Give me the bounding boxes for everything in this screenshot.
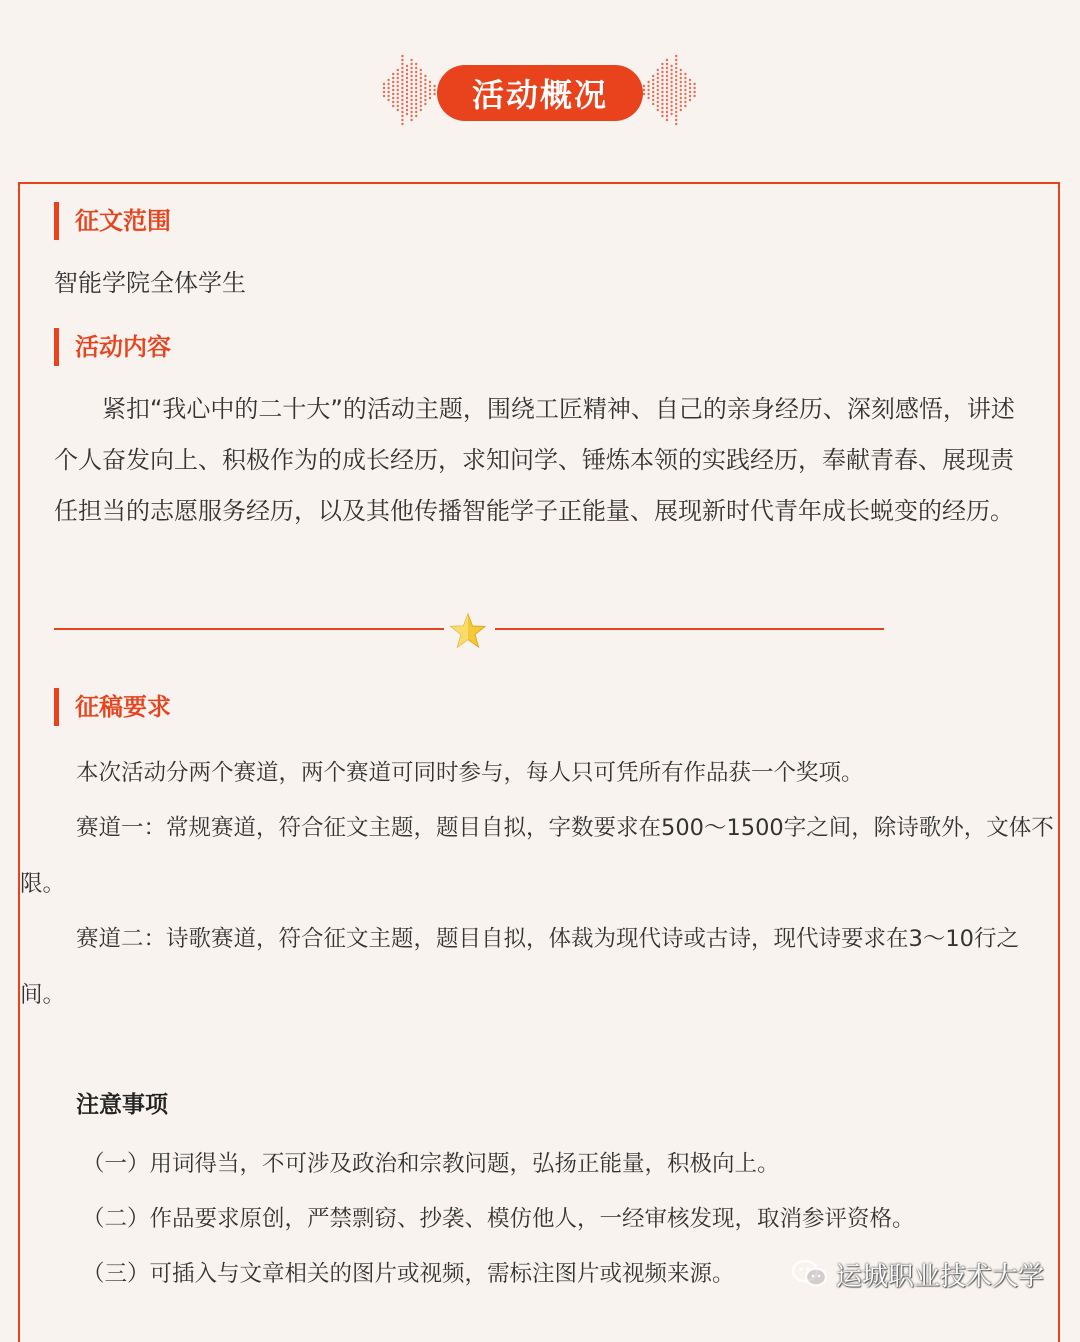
sound-wave-dot	[420, 97, 422, 99]
sound-wave-dot	[415, 87, 417, 89]
sound-wave-dot	[675, 119, 677, 121]
sound-wave-dot	[657, 77, 659, 79]
sound-wave-dot	[661, 103, 663, 105]
sound-wave-dot	[675, 111, 677, 113]
sound-wave-dot	[410, 83, 412, 85]
sound-wave-dot	[670, 101, 672, 103]
sound-wave-dot	[424, 83, 426, 85]
sound-wave-dot	[406, 97, 408, 99]
sound-wave-dot	[406, 109, 408, 111]
sound-wave-dot	[689, 99, 691, 101]
divider-line-right	[495, 628, 884, 630]
sound-wave-dot	[401, 63, 403, 65]
sound-wave-dot	[657, 85, 659, 87]
section-title-content: 活动内容	[54, 328, 171, 366]
sound-wave-dot	[406, 85, 408, 87]
sound-wave-dot	[657, 69, 659, 71]
sound-wave-dot	[666, 67, 668, 69]
watermark-text: 运城职业技术大学	[836, 1261, 1045, 1292]
sound-wave-dot	[424, 79, 426, 81]
sound-wave-dot	[433, 93, 435, 95]
sound-wave-dot	[410, 63, 412, 65]
sound-wave-dot	[401, 99, 403, 101]
banner-title: 活动概况	[437, 65, 643, 121]
sound-wave-dot	[675, 55, 677, 57]
sound-wave-dot	[406, 113, 408, 115]
sound-wave-dot	[670, 69, 672, 71]
sound-wave-dot	[406, 69, 408, 71]
sound-wave-dot	[392, 93, 394, 95]
sound-wave-dot	[392, 101, 394, 103]
sound-wave-dot	[383, 91, 385, 93]
sound-wave-dot	[693, 95, 695, 97]
sound-wave-dot	[415, 63, 417, 65]
sound-wave-dot	[684, 85, 686, 87]
sound-wave-dot	[680, 97, 682, 99]
sound-wave-dot	[401, 103, 403, 105]
sound-wave-dot	[424, 103, 426, 105]
sound-wave-dot	[415, 95, 417, 97]
section-title-requirements: 征稿要求	[54, 688, 171, 726]
sound-wave-dot	[666, 107, 668, 109]
sound-wave-dot	[420, 73, 422, 75]
wechat-icon	[792, 1259, 828, 1289]
sound-wave-dot	[401, 55, 403, 57]
sound-wave-dot	[401, 91, 403, 93]
sound-wave-dot	[392, 85, 394, 87]
sound-wave-dot	[657, 109, 659, 111]
sound-wave-dot	[652, 79, 654, 81]
sound-wave-dot	[415, 71, 417, 73]
sound-wave-dot	[643, 93, 645, 95]
requirements-intro: 本次活动分两个赛道，两个赛道可同时参与，每人只可凭所有作品获一个奖项。	[76, 760, 864, 786]
sound-wave-dot	[666, 115, 668, 117]
sound-wave-dot	[689, 83, 691, 85]
sound-wave-dot	[661, 63, 663, 65]
sound-wave-dot	[415, 79, 417, 81]
sound-wave-dot	[643, 89, 645, 91]
sound-wave-dot	[424, 91, 426, 93]
content-paragraph: 紧扣“我心中的二十大”的活动主题，围绕工匠精神、自己的亲身经历、深刻感悟，讲述个人奋发向上、积极作为的成长经历，求知问学、锤炼本领的实践经历，奉献青春、展现责任担当的志愿服务经历，以及其他传播智能学子正能量、展现新时代青年成长蜕变的经历。	[54, 395, 1015, 525]
sound-wave-dot	[666, 59, 668, 61]
sound-wave-dot	[406, 81, 408, 83]
sound-wave-dot	[406, 105, 408, 107]
sound-wave-dot	[670, 73, 672, 75]
sound-wave-dot	[410, 111, 412, 113]
sound-wave-dot	[680, 69, 682, 71]
sound-wave-dot	[647, 81, 649, 83]
sound-wave-dot	[401, 107, 403, 109]
sound-wave-dot	[693, 87, 695, 89]
divider-line-left	[54, 628, 444, 630]
sound-wave-dot	[675, 59, 677, 61]
sound-wave-decoration-left	[380, 40, 440, 140]
sound-wave-dot	[433, 85, 435, 87]
sound-wave-dot	[652, 91, 654, 93]
sound-wave-dot	[420, 89, 422, 91]
sound-wave-dot	[689, 91, 691, 93]
sound-wave-dot	[675, 115, 677, 117]
sound-wave-dot	[684, 81, 686, 83]
sound-wave-dot	[401, 87, 403, 89]
sound-wave-dot	[401, 75, 403, 77]
sound-wave-dot	[670, 113, 672, 115]
sound-wave-dot	[392, 73, 394, 75]
requirements-track-one: 赛道一：常规赛道，符合征文主题，题目自拟，字数要求在500～1500字之间，除诗歌外，文体不限。	[20, 815, 1054, 897]
sound-wave-dot	[684, 89, 686, 91]
sound-wave-dot	[661, 87, 663, 89]
sound-wave-dot	[661, 71, 663, 73]
sound-wave-dot	[684, 93, 686, 95]
sound-wave-dot	[397, 97, 399, 99]
sound-wave-dot	[675, 67, 677, 69]
sound-wave-dot	[401, 115, 403, 117]
sound-wave-dot	[424, 87, 426, 89]
sound-wave-dot	[680, 101, 682, 103]
sound-wave-dot	[657, 97, 659, 99]
sound-wave-dot	[680, 93, 682, 95]
sound-wave-dot	[670, 65, 672, 67]
sound-wave-dot	[420, 105, 422, 107]
sound-wave-dot	[652, 75, 654, 77]
sound-wave-dot	[410, 103, 412, 105]
sound-wave-dot	[397, 69, 399, 71]
sound-wave-dot	[652, 99, 654, 101]
sound-wave-dot	[410, 115, 412, 117]
sound-wave-dot	[410, 59, 412, 61]
sound-wave-dot	[661, 95, 663, 97]
sound-wave-dot	[684, 105, 686, 107]
sound-wave-dot	[680, 81, 682, 83]
sound-wave-dot	[406, 65, 408, 67]
sound-wave-dot	[383, 95, 385, 97]
sound-wave-dot	[666, 99, 668, 101]
sound-wave-dot	[666, 87, 668, 89]
sound-wave-dot	[657, 93, 659, 95]
sound-wave-dot	[383, 83, 385, 85]
sound-wave-dot	[410, 107, 412, 109]
sound-wave-dot	[424, 95, 426, 97]
sound-wave-dot	[675, 91, 677, 93]
sound-wave-dot	[675, 107, 677, 109]
sound-wave-dot	[666, 79, 668, 81]
sound-wave-dot	[652, 83, 654, 85]
sound-wave-dot	[429, 89, 431, 91]
sound-wave-dot	[666, 95, 668, 97]
sound-wave-dot	[689, 95, 691, 97]
notice-title: 注意事项	[76, 1092, 168, 1118]
sound-wave-dot	[415, 111, 417, 113]
sound-wave-dot	[680, 85, 682, 87]
requirements-track-two: 赛道二：诗歌赛道，符合征文主题，题目自拟，体裁为现代诗或古诗，现代诗要求在3～10行之间。	[20, 926, 1019, 1008]
sound-wave-dot	[684, 73, 686, 75]
sound-wave-dot	[401, 95, 403, 97]
sound-wave-dot	[670, 81, 672, 83]
sound-wave-dot	[387, 91, 389, 93]
notice-item: （二）作品要求原创，严禁剽窃、抄袭、模仿他人，一经审核发现，取消参评资格。	[82, 1206, 915, 1232]
sound-wave-dot	[670, 93, 672, 95]
sound-wave-dot	[675, 63, 677, 65]
sound-wave-dot	[429, 85, 431, 87]
sound-wave-dot	[420, 101, 422, 103]
sound-wave-dot	[406, 77, 408, 79]
sound-wave-dot	[647, 97, 649, 99]
sound-wave-dot	[661, 83, 663, 85]
sound-wave-dot	[410, 95, 412, 97]
sound-wave-dot	[397, 85, 399, 87]
sound-wave-dot	[415, 103, 417, 105]
sound-wave-dot	[661, 111, 663, 113]
sound-wave-decoration-right	[640, 40, 700, 140]
notice-item: （三）可插入与文章相关的图片或视频，需标注图片或视频来源。	[82, 1261, 735, 1287]
sound-wave-dot	[680, 89, 682, 91]
sound-wave-dot	[680, 73, 682, 75]
sound-wave-dot	[401, 119, 403, 121]
sound-wave-dot	[392, 105, 394, 107]
sound-wave-dot	[401, 79, 403, 81]
sound-wave-dot	[661, 75, 663, 77]
sound-wave-dot	[420, 81, 422, 83]
sound-wave-dot	[420, 109, 422, 111]
sound-wave-dot	[657, 81, 659, 83]
sound-wave-dot	[392, 97, 394, 99]
sound-wave-dot	[657, 101, 659, 103]
sound-wave-dot	[666, 111, 668, 113]
sound-wave-dot	[675, 99, 677, 101]
sound-wave-dot	[661, 115, 663, 117]
star-icon	[449, 612, 487, 650]
sound-wave-dot	[680, 105, 682, 107]
sound-wave-dot	[401, 67, 403, 69]
sound-wave-dot	[406, 93, 408, 95]
sound-wave-dot	[675, 103, 677, 105]
sound-wave-dot	[689, 79, 691, 81]
sound-wave-dot	[643, 85, 645, 87]
sound-wave-dot	[415, 99, 417, 101]
sound-wave-dot	[397, 89, 399, 91]
sound-wave-dot	[666, 91, 668, 93]
sound-wave-dot	[420, 77, 422, 79]
sound-wave-dot	[387, 79, 389, 81]
sound-wave-dot	[684, 77, 686, 79]
sound-wave-dot	[406, 89, 408, 91]
sound-wave-dot	[661, 107, 663, 109]
sound-wave-dot	[392, 89, 394, 91]
notice-item: （一）用词得当，不可涉及政治和宗教问题，弘扬正能量，积极向上。	[82, 1151, 780, 1177]
sound-wave-dot	[397, 73, 399, 75]
sound-wave-dot	[429, 93, 431, 95]
sound-wave-dot	[666, 83, 668, 85]
sound-wave-dot	[684, 101, 686, 103]
sound-wave-dot	[684, 97, 686, 99]
sound-wave-dot	[383, 87, 385, 89]
sound-wave-dot	[429, 97, 431, 99]
sound-wave-dot	[675, 87, 677, 89]
sound-wave-dot	[670, 77, 672, 79]
sound-wave-dot	[657, 89, 659, 91]
section-title-scope: 征文范围	[54, 202, 171, 240]
sound-wave-dot	[424, 99, 426, 101]
sound-wave-dot	[652, 103, 654, 105]
sound-wave-dot	[670, 109, 672, 111]
sound-wave-dot	[424, 75, 426, 77]
sound-wave-dot	[410, 87, 412, 89]
sound-wave-dot	[675, 123, 677, 125]
sound-wave-dot	[406, 73, 408, 75]
sound-wave-dot	[397, 101, 399, 103]
sound-wave-dot	[675, 75, 677, 77]
sound-wave-dot	[401, 111, 403, 113]
sound-wave-dot	[429, 81, 431, 83]
sound-wave-dot	[392, 77, 394, 79]
sound-wave-dot	[675, 79, 677, 81]
sound-wave-dot	[657, 73, 659, 75]
sound-wave-dot	[401, 71, 403, 73]
sound-wave-dot	[670, 89, 672, 91]
watermark	[792, 1254, 1044, 1294]
sound-wave-dot	[406, 101, 408, 103]
sound-wave-dot	[652, 87, 654, 89]
sound-wave-dot	[657, 105, 659, 107]
sound-wave-dot	[647, 89, 649, 91]
sound-wave-dot	[661, 67, 663, 69]
sound-wave-dot	[387, 83, 389, 85]
sound-wave-dot	[415, 75, 417, 77]
sound-wave-dot	[397, 93, 399, 95]
sound-wave-dot	[693, 83, 695, 85]
sound-wave-dot	[666, 119, 668, 121]
sound-wave-dot	[675, 83, 677, 85]
sound-wave-dot	[670, 85, 672, 87]
sound-wave-dot	[410, 71, 412, 73]
sound-wave-dot	[661, 79, 663, 81]
sound-wave-dot	[420, 69, 422, 71]
section-banner	[0, 40, 1080, 145]
sound-wave-dot	[410, 67, 412, 69]
sound-wave-dot	[661, 91, 663, 93]
sound-wave-dot	[410, 79, 412, 81]
sound-wave-dot	[387, 95, 389, 97]
sound-wave-dot	[680, 77, 682, 79]
sound-wave-dot	[666, 103, 668, 105]
sound-wave-dot	[401, 59, 403, 61]
sound-wave-dot	[401, 123, 403, 125]
sound-wave-dot	[675, 95, 677, 97]
sound-wave-dot	[397, 109, 399, 111]
scope-text: 智能学院全体学生	[54, 269, 246, 297]
sound-wave-dot	[397, 105, 399, 107]
sound-wave-dot	[410, 119, 412, 121]
sound-wave-dot	[675, 71, 677, 73]
sound-wave-dot	[433, 89, 435, 91]
sound-wave-dot	[647, 93, 649, 95]
sound-wave-dot	[661, 99, 663, 101]
sound-wave-dot	[647, 85, 649, 87]
sound-wave-dot	[689, 87, 691, 89]
sound-wave-dot	[397, 81, 399, 83]
sound-wave-dot	[415, 67, 417, 69]
sound-wave-dot	[387, 99, 389, 101]
sound-wave-dot	[392, 81, 394, 83]
sound-wave-dot	[397, 77, 399, 79]
sound-wave-dot	[420, 85, 422, 87]
sound-wave-dot	[666, 71, 668, 73]
sound-wave-dot	[666, 75, 668, 77]
sound-wave-dot	[652, 95, 654, 97]
sound-wave-dot	[410, 75, 412, 77]
sound-wave-dot	[387, 87, 389, 89]
sound-wave-dot	[415, 91, 417, 93]
sound-wave-dot	[670, 105, 672, 107]
sound-wave-dot	[415, 83, 417, 85]
sound-wave-dot	[415, 115, 417, 117]
sound-wave-dot	[410, 91, 412, 93]
sound-wave-dot	[666, 63, 668, 65]
sound-wave-dot	[410, 99, 412, 101]
sound-wave-dot	[401, 83, 403, 85]
sound-wave-dot	[415, 107, 417, 109]
sound-wave-dot	[693, 91, 695, 93]
sound-wave-dot	[670, 97, 672, 99]
sound-wave-dot	[420, 93, 422, 95]
sound-wave-dot	[680, 109, 682, 111]
